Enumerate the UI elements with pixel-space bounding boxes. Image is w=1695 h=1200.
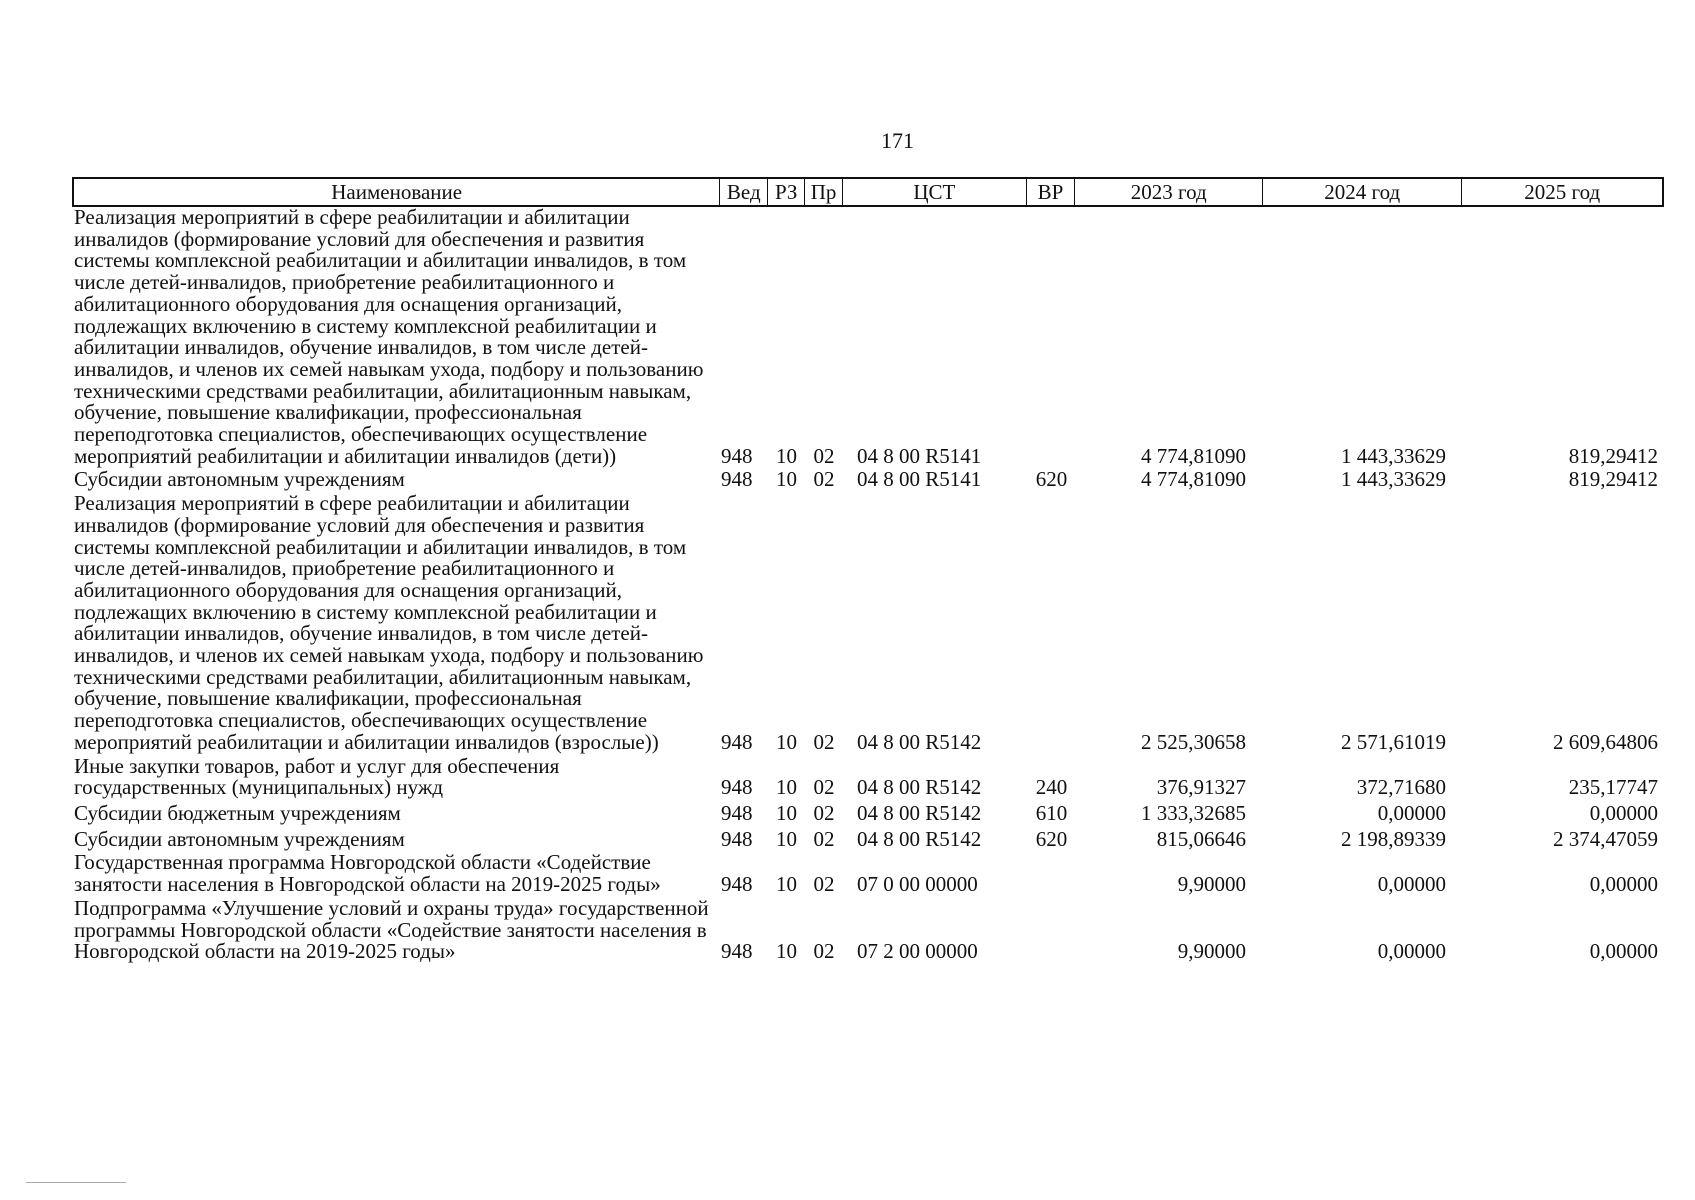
- row-2025: 2 609,64806: [1553, 729, 1658, 754]
- row-2023: 9,90000: [1177, 872, 1246, 897]
- row-cst: 04 8 00 R5142: [857, 729, 982, 754]
- header-2025: 2025 год: [1524, 180, 1601, 204]
- row-2023: 1 333,32685: [1141, 800, 1246, 825]
- row-ved: 948: [721, 467, 753, 492]
- row-2024: 1 443,33629: [1341, 467, 1446, 492]
- row-rz: 10: [776, 467, 797, 492]
- row-vr: 620: [1035, 826, 1068, 851]
- row-pr: 02: [813, 443, 835, 468]
- row-pr: 02: [813, 939, 835, 964]
- row-2023: 2 525,30658: [1141, 729, 1246, 754]
- row-rz: 10: [776, 443, 797, 468]
- table-row: [72, 826, 1664, 851]
- table-body: [72, 207, 1664, 963]
- table-row: [72, 852, 1664, 895]
- row-rz: 10: [776, 775, 797, 800]
- row-cst: 04 8 00 R5142: [857, 800, 982, 825]
- row-2025: 0,00000: [1589, 939, 1658, 964]
- row-pr: 02: [813, 775, 835, 800]
- row-cst: 07 2 00 00000: [857, 939, 978, 964]
- row-2024: 2 571,61019: [1341, 729, 1446, 754]
- row-name: Субсидии бюджетным учреждениям: [74, 800, 401, 825]
- table-row: [72, 800, 1664, 825]
- row-vr: 620: [1035, 467, 1068, 492]
- row-name: Иные закупки товаров, работ и услуг для обеспечения государственных (муниципальных) нужд: [74, 753, 560, 800]
- header-pr: Пр: [805, 179, 843, 205]
- row-pr: 02: [813, 826, 835, 851]
- header-name: Наименование: [74, 179, 720, 205]
- header-cst: ЦСТ: [843, 179, 1027, 205]
- row-ved: 948: [721, 826, 753, 851]
- header-ved: Вед: [720, 179, 768, 205]
- page-number: 171: [881, 128, 914, 153]
- row-cst: 04 8 00 R5141: [857, 443, 982, 468]
- row-2024: 1 443,33629: [1341, 443, 1446, 468]
- row-cst: 04 8 00 R5142: [857, 826, 982, 851]
- table-row: [72, 469, 1664, 491]
- row-pr: 02: [813, 872, 835, 897]
- row-name: Субсидии автономным учреждениям: [74, 826, 405, 851]
- header-2023: 2023 год: [1075, 179, 1263, 205]
- row-2023: 815,06646: [1156, 826, 1246, 851]
- row-2023: 4 774,81090: [1141, 443, 1246, 468]
- row-2025: 819,29412: [1568, 443, 1658, 468]
- row-pr: 02: [813, 729, 835, 754]
- row-name: Субсидии автономным учреждениям: [74, 467, 405, 492]
- row-cst: 04 8 00 R5142: [857, 775, 982, 800]
- table-row: [72, 753, 1664, 800]
- row-2023: 4 774,81090: [1141, 467, 1246, 492]
- row-ved: 948: [721, 800, 753, 825]
- table-row: [72, 895, 1664, 964]
- row-pr: 02: [813, 800, 835, 825]
- row-2025: 235,17747: [1568, 775, 1658, 800]
- row-2024: 0,00000: [1377, 939, 1446, 964]
- row-vr: 240: [1035, 775, 1068, 800]
- row-2023: 376,91327: [1156, 775, 1246, 800]
- header-vr: ВР: [1027, 179, 1076, 205]
- table-header: [72, 177, 1664, 207]
- row-2025: 0,00000: [1589, 800, 1658, 825]
- row-name: Реализация мероприятий в сфере реабилитации и абилитации инвалидов (формирование условий для обеспечения и развития системы комплексной реабилитации и абилитации инвалидов, в том числе детей-инвалидов, приобретение реабилитационного и абилитационного оборудования для оснащения организаций, подлежащих включению в систему комплексной реабилитации и абилитации инвалидов, обучение инвалидов, в том числе детей-инвалидов, и членов их семей навыкам ухода, подбору и пользованию техническими средствами реабилитации, абилитационным навыкам, обучение, повышение квалификации, профессиональная переподготовка специалистов, обеспечивающих осуществление мероприятий реабилитации и абилитации инвалидов (дети)): [74, 205, 704, 468]
- row-cst: 04 8 00 R5141: [857, 467, 982, 492]
- row-rz: 10: [776, 872, 797, 897]
- row-ved: 948: [721, 939, 753, 964]
- row-2025: 2 374,47059: [1553, 826, 1658, 851]
- row-rz: 10: [776, 826, 797, 851]
- row-rz: 10: [776, 729, 797, 754]
- row-name: Реализация мероприятий в сфере реабилитации и абилитации инвалидов (формирование условий для обеспечения и развития системы комплексной реабилитации и абилитации инвалидов, в том числе детей-инвалидов, приобретение реабилитационного и абилитационного оборудования для оснащения организаций, подлежащих включению в систему комплексной реабилитации и абилитации инвалидов, обучение инвалидов, в том числе детей-инвалидов, и членов их семей навыкам ухода, подбору и пользованию техническими средствами реабилитации, абилитационным навыкам, обучение, повышение квалификации, профессиональная переподготовка специалистов, обеспечивающих осуществление мероприятий реабилитации и абилитации инвалидов (взрослые)): [74, 491, 704, 754]
- row-name: Подпрограмма «Улучшение условий и охраны труда» государственной программы Новгородской области «Содействие занятости населения в Новгородской области на 2019-2025 годы»: [74, 895, 709, 964]
- row-ved: 948: [721, 775, 753, 800]
- row-ved: 948: [721, 729, 753, 754]
- header-rz: РЗ: [768, 179, 805, 205]
- row-2024: 2 198,89339: [1341, 826, 1446, 851]
- row-vr: 610: [1035, 800, 1068, 825]
- table-row: [72, 207, 1664, 467]
- row-pr: 02: [813, 467, 835, 492]
- row-rz: 10: [776, 800, 797, 825]
- header-2024: 2024 год: [1263, 179, 1463, 205]
- row-2025: 0,00000: [1589, 872, 1658, 897]
- table-row: [72, 493, 1664, 753]
- row-ved: 948: [721, 872, 753, 897]
- row-name: Государственная программа Новгородской области «Содействие занятости населения в Новгородской области на 2019-2025 годы»: [74, 850, 661, 897]
- row-rz: 10: [776, 939, 797, 964]
- scan-edge-mark: [26, 1182, 126, 1183]
- row-cst: 07 0 00 00000: [857, 872, 978, 897]
- row-2024: 0,00000: [1377, 800, 1446, 825]
- row-2023: 9,90000: [1177, 939, 1246, 964]
- row-ved: 948: [721, 443, 753, 468]
- row-2025: 819,29412: [1568, 467, 1658, 492]
- row-2024: 0,00000: [1377, 872, 1446, 897]
- row-2024: 372,71680: [1356, 775, 1446, 800]
